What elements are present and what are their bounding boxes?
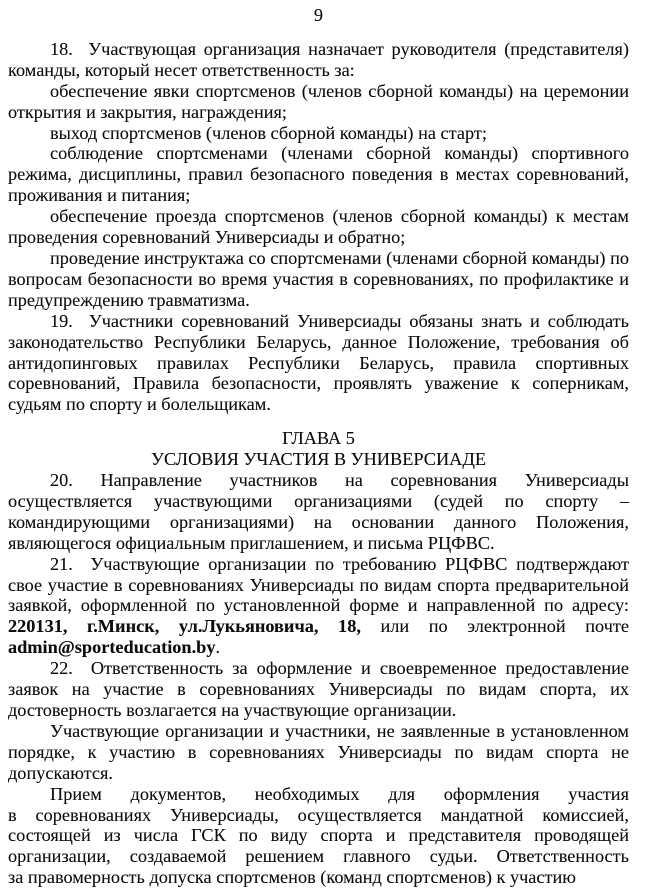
paragraph-non-registered-not-admitted: Участвующие организации и участники, не заявленные в установленном порядке, к участию в соревнованиях Универсиады по видам спорта не допускаются. [8,720,629,783]
paragraph-19-rules-compliance: 19. Участники соревнований Универсиады обязаны знать и соблюдать законодательство Республики Беларусь, данное Положение, требования об антидопинговых правилах Республики Беларусь, правила спортивных соревнований, Правила безопасности, проявлять уважение к соперникам, судьям по спорту и болельщикам. [8,310,629,415]
paragraph-documents-acceptance: Прием документов, необходимых для оформления участия в соревнованиях Универсиады, осуществляется мандатной комиссией, состоящей из числа ГСК по виду спорта и представителя проводящей организации, создаваемой решением главного судьи. Ответственность за правомерность допуска спортсменов (команд спортсменов) к участию [8,783,629,888]
paragraph-18-item-briefing: проведение инструктажа со спортсменами (членами сборной команды) по вопросам безопасности во время участия в соревнованиях, по профилактике и предупреждению травматизма. [8,247,629,310]
postal-address: 220131, г.Минск, ул.Лукьяновича, 18, [8,616,361,637]
chapter-number: ГЛАВА 5 [282,428,355,449]
paragraph-22-responsibility: 22. Ответственность за оформление и своевременное предоставление заявок на участие в соревнованиях Универсиады по видам спорта, их достоверность возлагается на участвующие организации. [8,658,629,720]
email-address: admin@sporteducation.by [8,637,216,658]
paragraph-21-text-before-address: 21. Участвующие организации по требованию РЦФВС подтверждают свое участие в соревнованиях Универсиады по видам спорта предварительной заявкой, оформленной по установленной форме и направленной по адресу: [8,553,629,616]
paragraph-18-item-ceremonies: обеспечение явки спортсменов (членов сборной команды) на церемонии открытия и закрытия, награждения; [8,80,629,122]
paragraph-18-item-discipline: соблюдение спортсменами (членами сборной команды) спортивного режима, дисциплины, правил безопасного поведения в местах соревнований, проживания и питания; [8,143,629,206]
page-number: 9 [313,5,324,25]
paragraph-21-application [8,554,629,659]
paragraph-18-item-transport: обеспечение проезда спортсменов (членов сборной команды) к местам проведения соревнований Универсиады и обратно; [8,206,629,248]
chapter-heading [8,428,629,470]
paragraph-21-text-between: или по электронной почте [360,616,629,637]
chapter-title: УСЛОВИЯ УЧАСТИЯ В УНИВЕРСИАДЕ [151,449,486,470]
paragraph-18-item-start: выход спортсменов (членов сборной команды) на старт; [50,122,487,143]
paragraph-20-participant-assignment: 20. Направление участников на соревнования Универсиады осуществляется участвующими организациями (судей по спорту – командирующими организациями) на основании данного Положения, являющегося официальным приглашением, и письма РЦФВС. [8,470,629,553]
paragraph-18-team-leader: 18. Участвующая организация назначает руководителя (представителя) команды, который несет ответственность за: [8,38,629,80]
paragraph-21-text-after: . [215,637,221,658]
